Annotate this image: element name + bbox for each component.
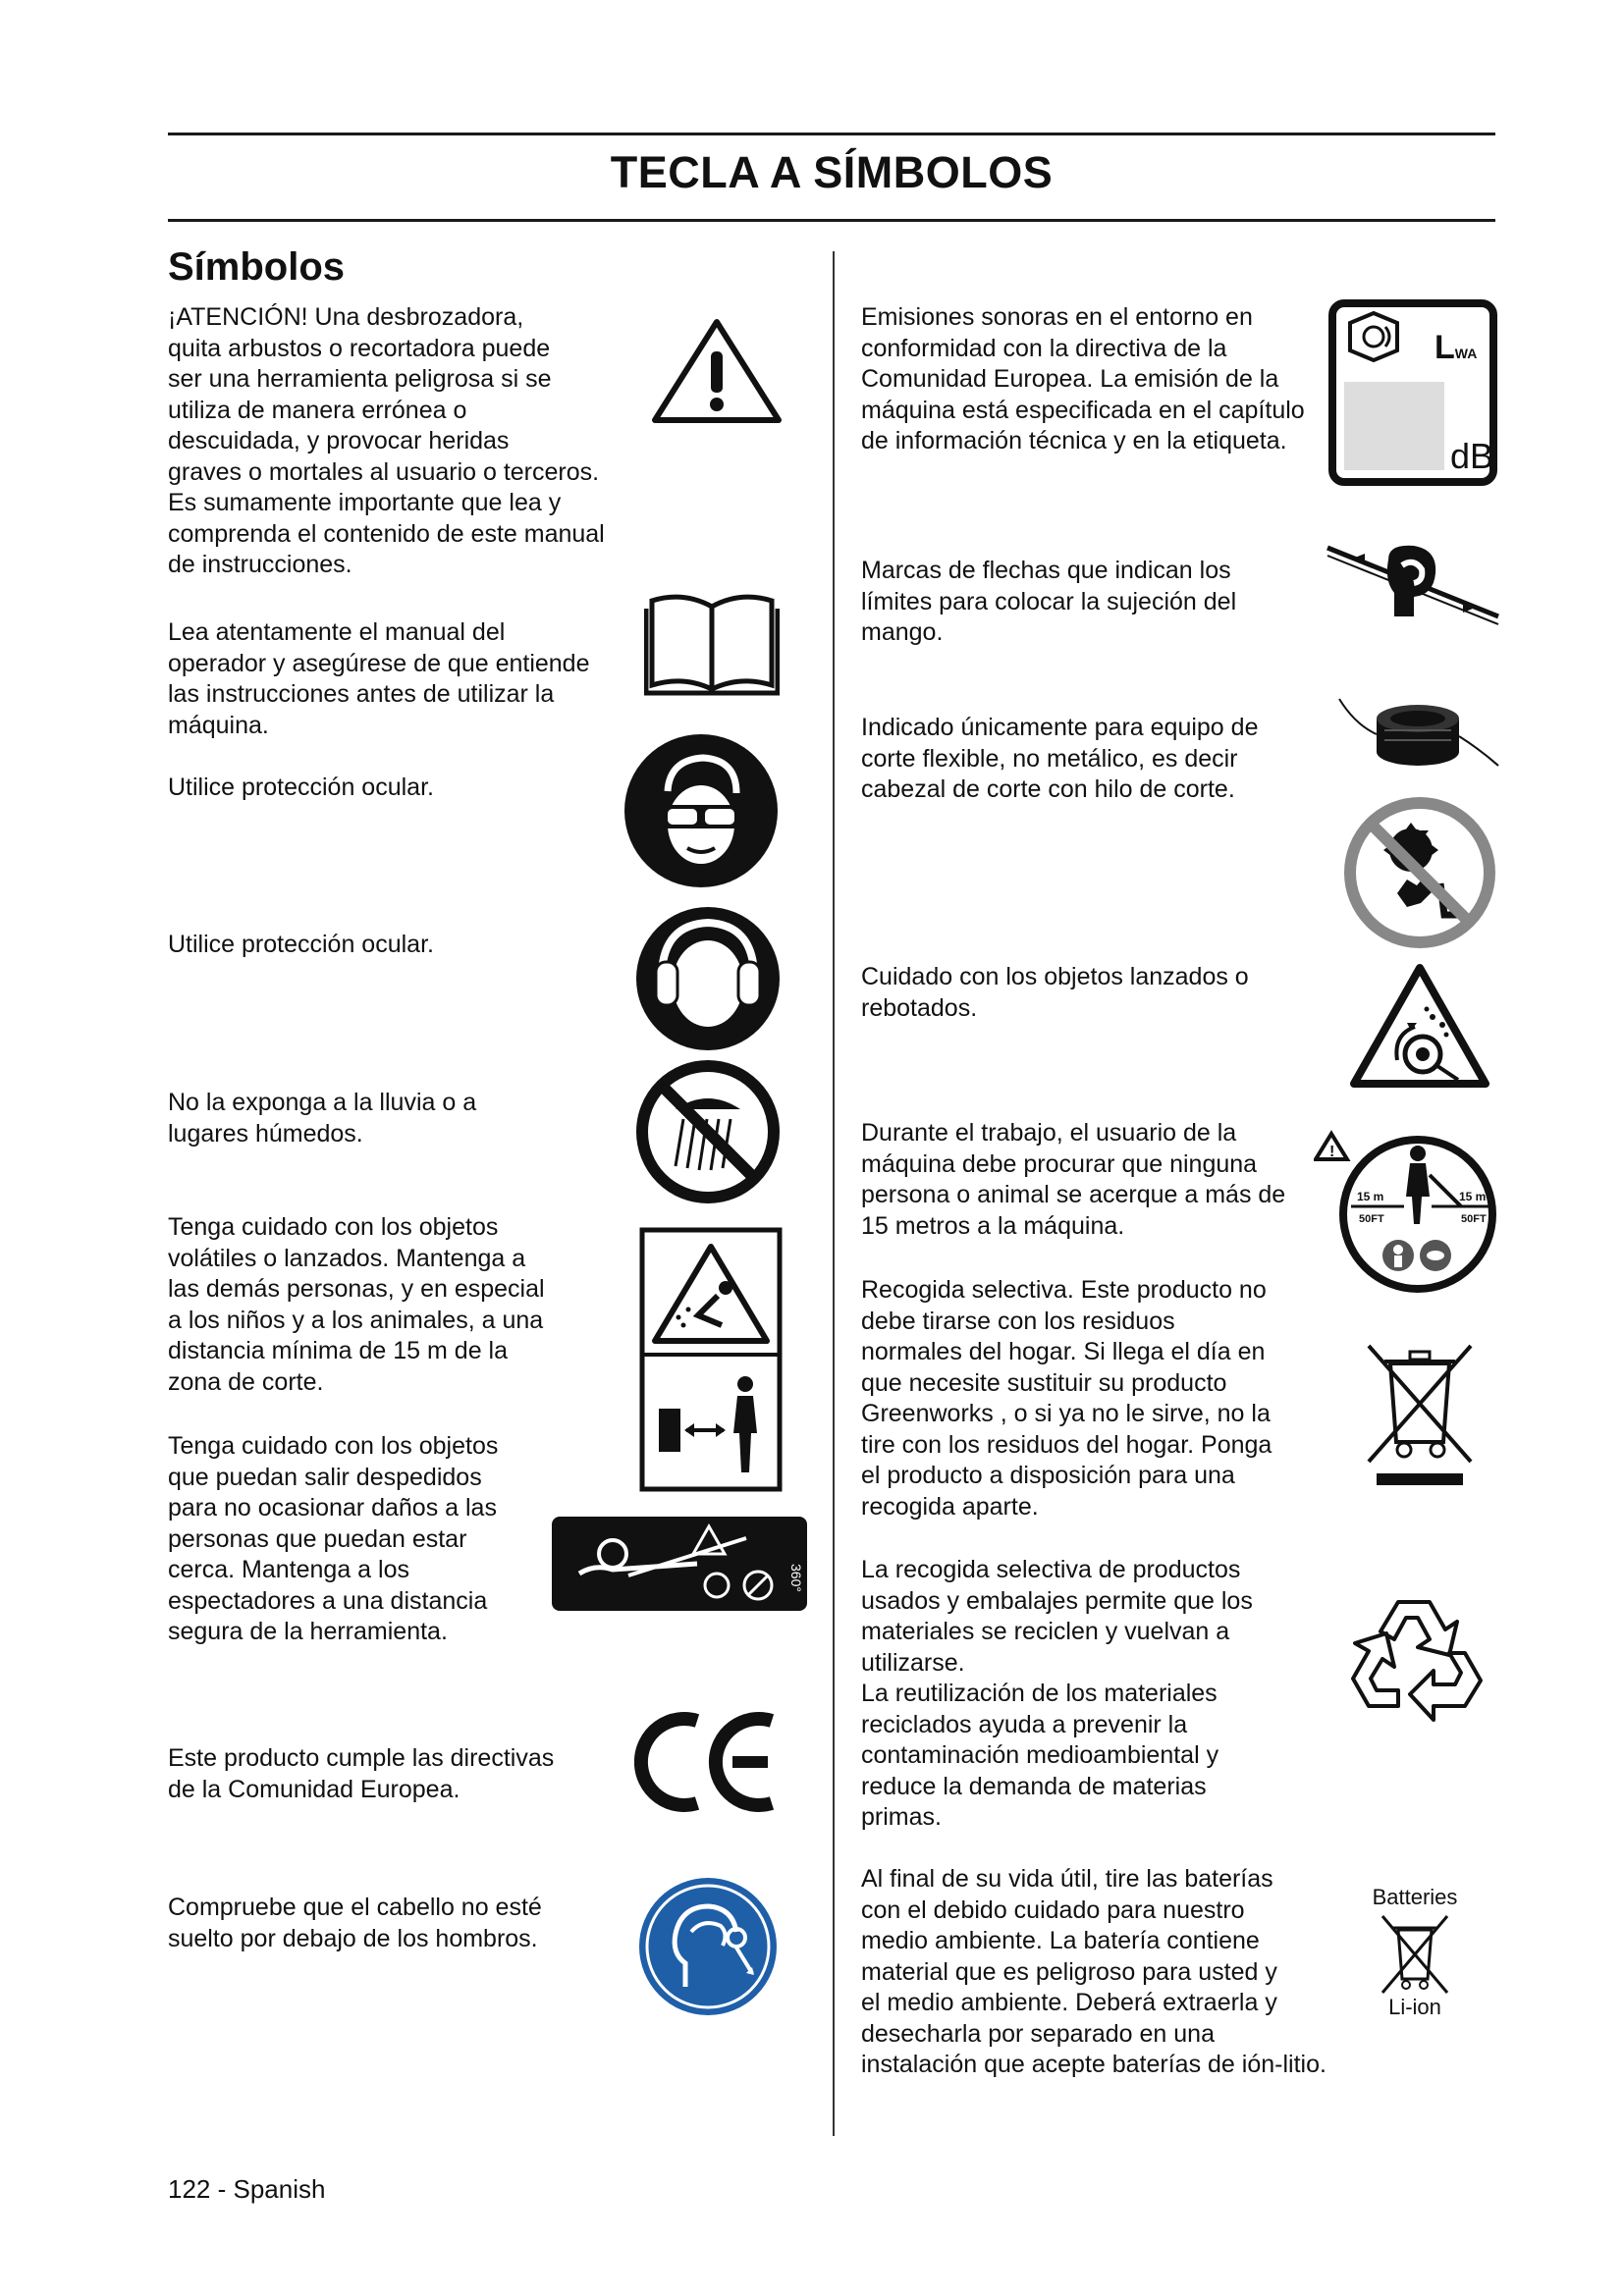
sound-power-label-icon — [1328, 299, 1497, 486]
lwa-label: L — [1435, 329, 1455, 366]
recycle-icon — [1347, 1588, 1485, 1726]
right-item-handle-text: Marcas de flechas que indican los límites para colocar la sujeción del mango. — [861, 557, 1237, 646]
left-item-trimmer-text: Tenga cuidado con los objetos que puedan salir despedidos para no ocasionar daños a las personas que puedan estar cerca. Mantenga a los espectadores a una distancia segura de la herramienta. — [168, 1432, 499, 1645]
fifteen-meter-zone-icon — [1314, 1130, 1496, 1293]
header-top-rule — [168, 133, 1495, 135]
left-item-warning-text: ¡ATENCIÓN! Una desbrozadora, quita arbustos o recortadora puede ser una herramienta peligrosa si se utiliza de manera errónea o descuidada, y provocar heridas graves o mortales al usuario o terceros. Es sumamente importante que lea y comprenda el contenido de este manual de instrucciones. — [168, 303, 605, 578]
left-item-manual-text: Lea atentamente el manual del operador y asegúrese de que entiende las instrucciones antes de utilizar la máquina. — [168, 618, 590, 739]
thrown-objects-distance-icon — [639, 1227, 783, 1492]
page-title: TECLA A SÍMBOLOS — [610, 147, 1054, 197]
eye-protection-icon — [623, 732, 780, 889]
ricochet-warning-icon — [1348, 962, 1491, 1090]
right-item-weee-text: Recogida selectiva. Este producto no debe tirarse con los residuos normales del hogar. Si llega el día en que necesite sustituir su producto Greenworks , o si ya no le sirve, no la tire con los residuos del hogar. Ponga el producto a disposición para una recogida aparte. — [861, 1276, 1272, 1521]
page-number: 122 - Spanish — [168, 2174, 326, 2204]
right-item-15m-text: Durante el trabajo, el usuario de la máquina debe procurar que ninguna persona o animal se acerque a más de 15 metros a la máquina. — [861, 1119, 1286, 1240]
left-item-distance-text: Tenga cuidado con los objetos volátiles o lanzados. Mantenga a las demás personas, y en especial a los niños y a los animales, a una distancia mínima de 15 m de la zona de corte. — [168, 1213, 545, 1396]
left-item-hair-text: Compruebe que el cabello no esté suelto por debajo de los hombros. — [168, 1894, 542, 1952]
column-divider — [833, 251, 835, 2136]
ce-mark-icon — [634, 1709, 782, 1815]
battery-label-bottom: Li-ion — [1388, 1995, 1441, 2019]
hair-tied-icon — [638, 1877, 778, 2016]
db-label: dB — [1450, 436, 1494, 476]
zone-meters-right: 15 m — [1459, 1190, 1487, 1203]
warning-triangle-icon — [651, 316, 784, 426]
left-item-ear-text: Utilice protección ocular. — [168, 931, 434, 958]
trimmer-angle-label: 360° — [788, 1564, 804, 1592]
handle-arrow-marks-icon — [1326, 538, 1500, 626]
right-item-ricochet-text: Cuidado con los objetos lanzados o rebotados. — [861, 963, 1249, 1022]
trimmer-warning-label-icon — [550, 1515, 809, 1613]
ear-protection-icon — [634, 905, 782, 1052]
right-item-linehead-text: Indicado únicamente para equipo de corte flexible, no metálico, es decir cabezal de corte con hilo de corte. — [861, 714, 1259, 803]
left-item-ce-text: Este producto cumple las directivas de la Comunidad Europea. — [168, 1744, 555, 1803]
right-item-sound-text: Emisiones sonoras en el entorno en conformidad con la directiva de la Comunidad Europea. La emisión de la máquina está especificada en el capítulo de información técnica y en la etiqueta. — [861, 303, 1305, 454]
right-item-battery-text: Al final de su vida útil, tire las baterías con el debido cuidado para nuestro medio ambiente. La batería contiene material que es peligroso para usted y el medio ambiente. Deberá extraerla y desecharla por separado en una instalación que acepte baterías de ión-litio. — [861, 1865, 1326, 2078]
zone-feet-right: 50FT — [1461, 1213, 1487, 1225]
left-item-rain-text: No la exponga a la lluvia o a lugares húmedos. — [168, 1089, 477, 1148]
battery-label-top: Batteries — [1372, 1885, 1458, 1909]
line-head-icon — [1335, 695, 1500, 775]
right-item-recycle-text: La recogida selectiva de productos usados y embalajes permite que los materiales se reciclen y vuelvan a utilizarse. La reutilización de los materiales reciclados ayuda a prevenir la contaminación medioambiental y reduce la demanda de materias primas. — [861, 1556, 1253, 1831]
lwa-sub-label: WA — [1454, 346, 1478, 361]
left-item-eye-text: Utilice protección ocular. — [168, 774, 434, 801]
zone-meters-left: 15 m — [1357, 1190, 1384, 1203]
no-metal-blade-icon — [1342, 795, 1497, 950]
header-bottom-rule — [168, 219, 1495, 222]
zone-feet-left: 50FT — [1359, 1213, 1384, 1225]
open-book-icon — [644, 591, 780, 697]
battery-disposal-icon — [1377, 1914, 1453, 1999]
svg-text:!: ! — [1329, 1144, 1335, 1160]
no-rain-icon — [634, 1058, 782, 1205]
section-heading: Símbolos — [168, 245, 346, 289]
weee-bin-icon — [1355, 1340, 1485, 1487]
